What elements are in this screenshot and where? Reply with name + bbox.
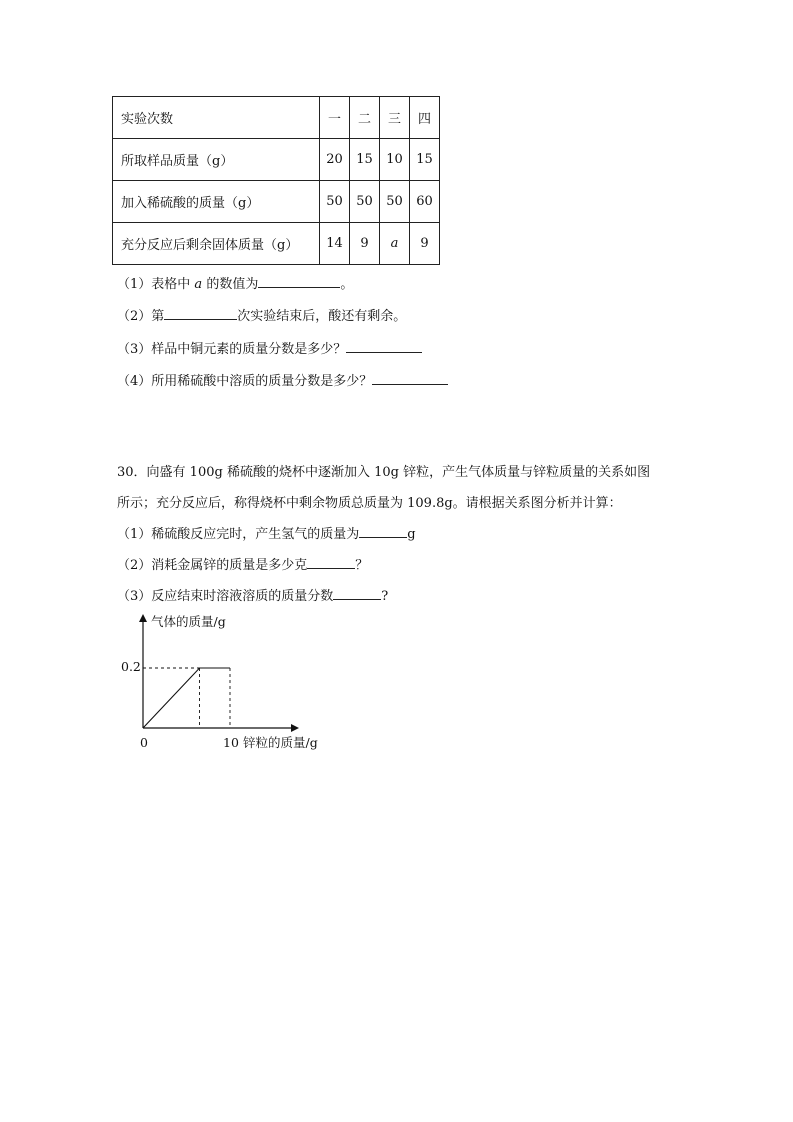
table-header-col: 二: [350, 97, 380, 139]
q30-sub2-text: （2）消耗金属锌的质量是多少克: [117, 558, 308, 573]
table-row-label: 充分反应后剩余固体质量（g）: [113, 223, 320, 265]
answer-blank[interactable]: [372, 370, 448, 385]
table-row: [113, 181, 440, 223]
q29-sub1-pre: （1）表格中: [117, 277, 191, 292]
q30-sub3: [117, 585, 388, 604]
table-cell-variable: a: [380, 223, 410, 265]
table-row-label: 加入稀硫酸的质量（g）: [113, 181, 320, 223]
q29-sub2-pre: （2）第: [117, 309, 165, 324]
answer-blank[interactable]: [307, 554, 355, 569]
table-cell: 20: [320, 139, 350, 181]
table-cell: 10: [380, 139, 410, 181]
q30-sub3-text: （3）反应结束时溶液溶质的质量分数: [117, 589, 334, 604]
q29-sub2: [117, 305, 406, 324]
q30-sub1-text: （1）稀硫酸反应完时，产生氢气的质量为: [117, 527, 360, 542]
y-axis-label: 气体的质量/g: [151, 614, 226, 629]
answer-blank[interactable]: [164, 305, 237, 320]
table-row: [113, 223, 440, 265]
table-cell: 9: [410, 223, 440, 265]
q30-sub1: [117, 523, 416, 542]
table-cell: 14: [320, 223, 350, 265]
table-cell: 50: [320, 181, 350, 223]
q29-sub3: [117, 338, 422, 357]
q29-sub2-post: 次实验结束后，酸还有剩余。: [237, 309, 407, 324]
x-axis-label: 锌粒的质量/g: [243, 735, 318, 750]
table-cell: 15: [410, 139, 440, 181]
q29-sub1-post: 的数值为: [206, 277, 259, 292]
gas-mass-chart: [115, 606, 345, 756]
table-row: [113, 139, 440, 181]
table-header-row: [113, 97, 440, 139]
q30-stem-line2: 所示；充分反应后，称得烧杯中剩余物质总质量为 109.8g。请根据关系图分析并计算：: [117, 496, 622, 511]
q29-sub4: [117, 370, 448, 389]
answer-blank[interactable]: [359, 523, 407, 538]
answer-blank[interactable]: [258, 273, 340, 288]
table-cell: 9: [350, 223, 380, 265]
experiment-table: [112, 96, 440, 265]
table-cell: 15: [350, 139, 380, 181]
table-cell: 50: [350, 181, 380, 223]
q29-sub3-text: （3）样品中铜元素的质量分数是多少？: [117, 342, 347, 357]
origin-label: 0: [140, 735, 148, 750]
table-cell: 60: [410, 181, 440, 223]
table-header-col: 一: [320, 97, 350, 139]
q30-sub2: [117, 554, 368, 573]
q30-sub3-end: ?: [381, 589, 389, 604]
q30-sub2-end: ？: [355, 558, 369, 573]
q29-sub1-var: a: [194, 277, 203, 292]
x-tick-label: 10: [223, 735, 239, 750]
q29-sub1-end: 。: [340, 277, 354, 292]
table-header-label: 实验次数: [113, 97, 320, 139]
gas-mass-series-line: [143, 668, 230, 728]
y-tick-label: 0.2: [121, 659, 141, 674]
table-row-label: 所取样品质量（g）: [113, 139, 320, 181]
answer-blank[interactable]: [333, 585, 381, 600]
table-header-col: 四: [410, 97, 440, 139]
table-header-col: 三: [380, 97, 410, 139]
q30-sub1-unit: g: [407, 527, 416, 542]
table-cell: 50: [380, 181, 410, 223]
q30-stem-line1: 30．向盛有 100g 稀硫酸的烧杯中逐渐加入 10g 锌粒，产生气体质量与锌粒质量的关系如图: [117, 465, 651, 480]
q29-sub1: [117, 273, 353, 292]
answer-blank[interactable]: [346, 338, 422, 353]
q29-sub4-text: （4）所用稀硫酸中溶质的质量分数是多少？: [117, 374, 373, 389]
